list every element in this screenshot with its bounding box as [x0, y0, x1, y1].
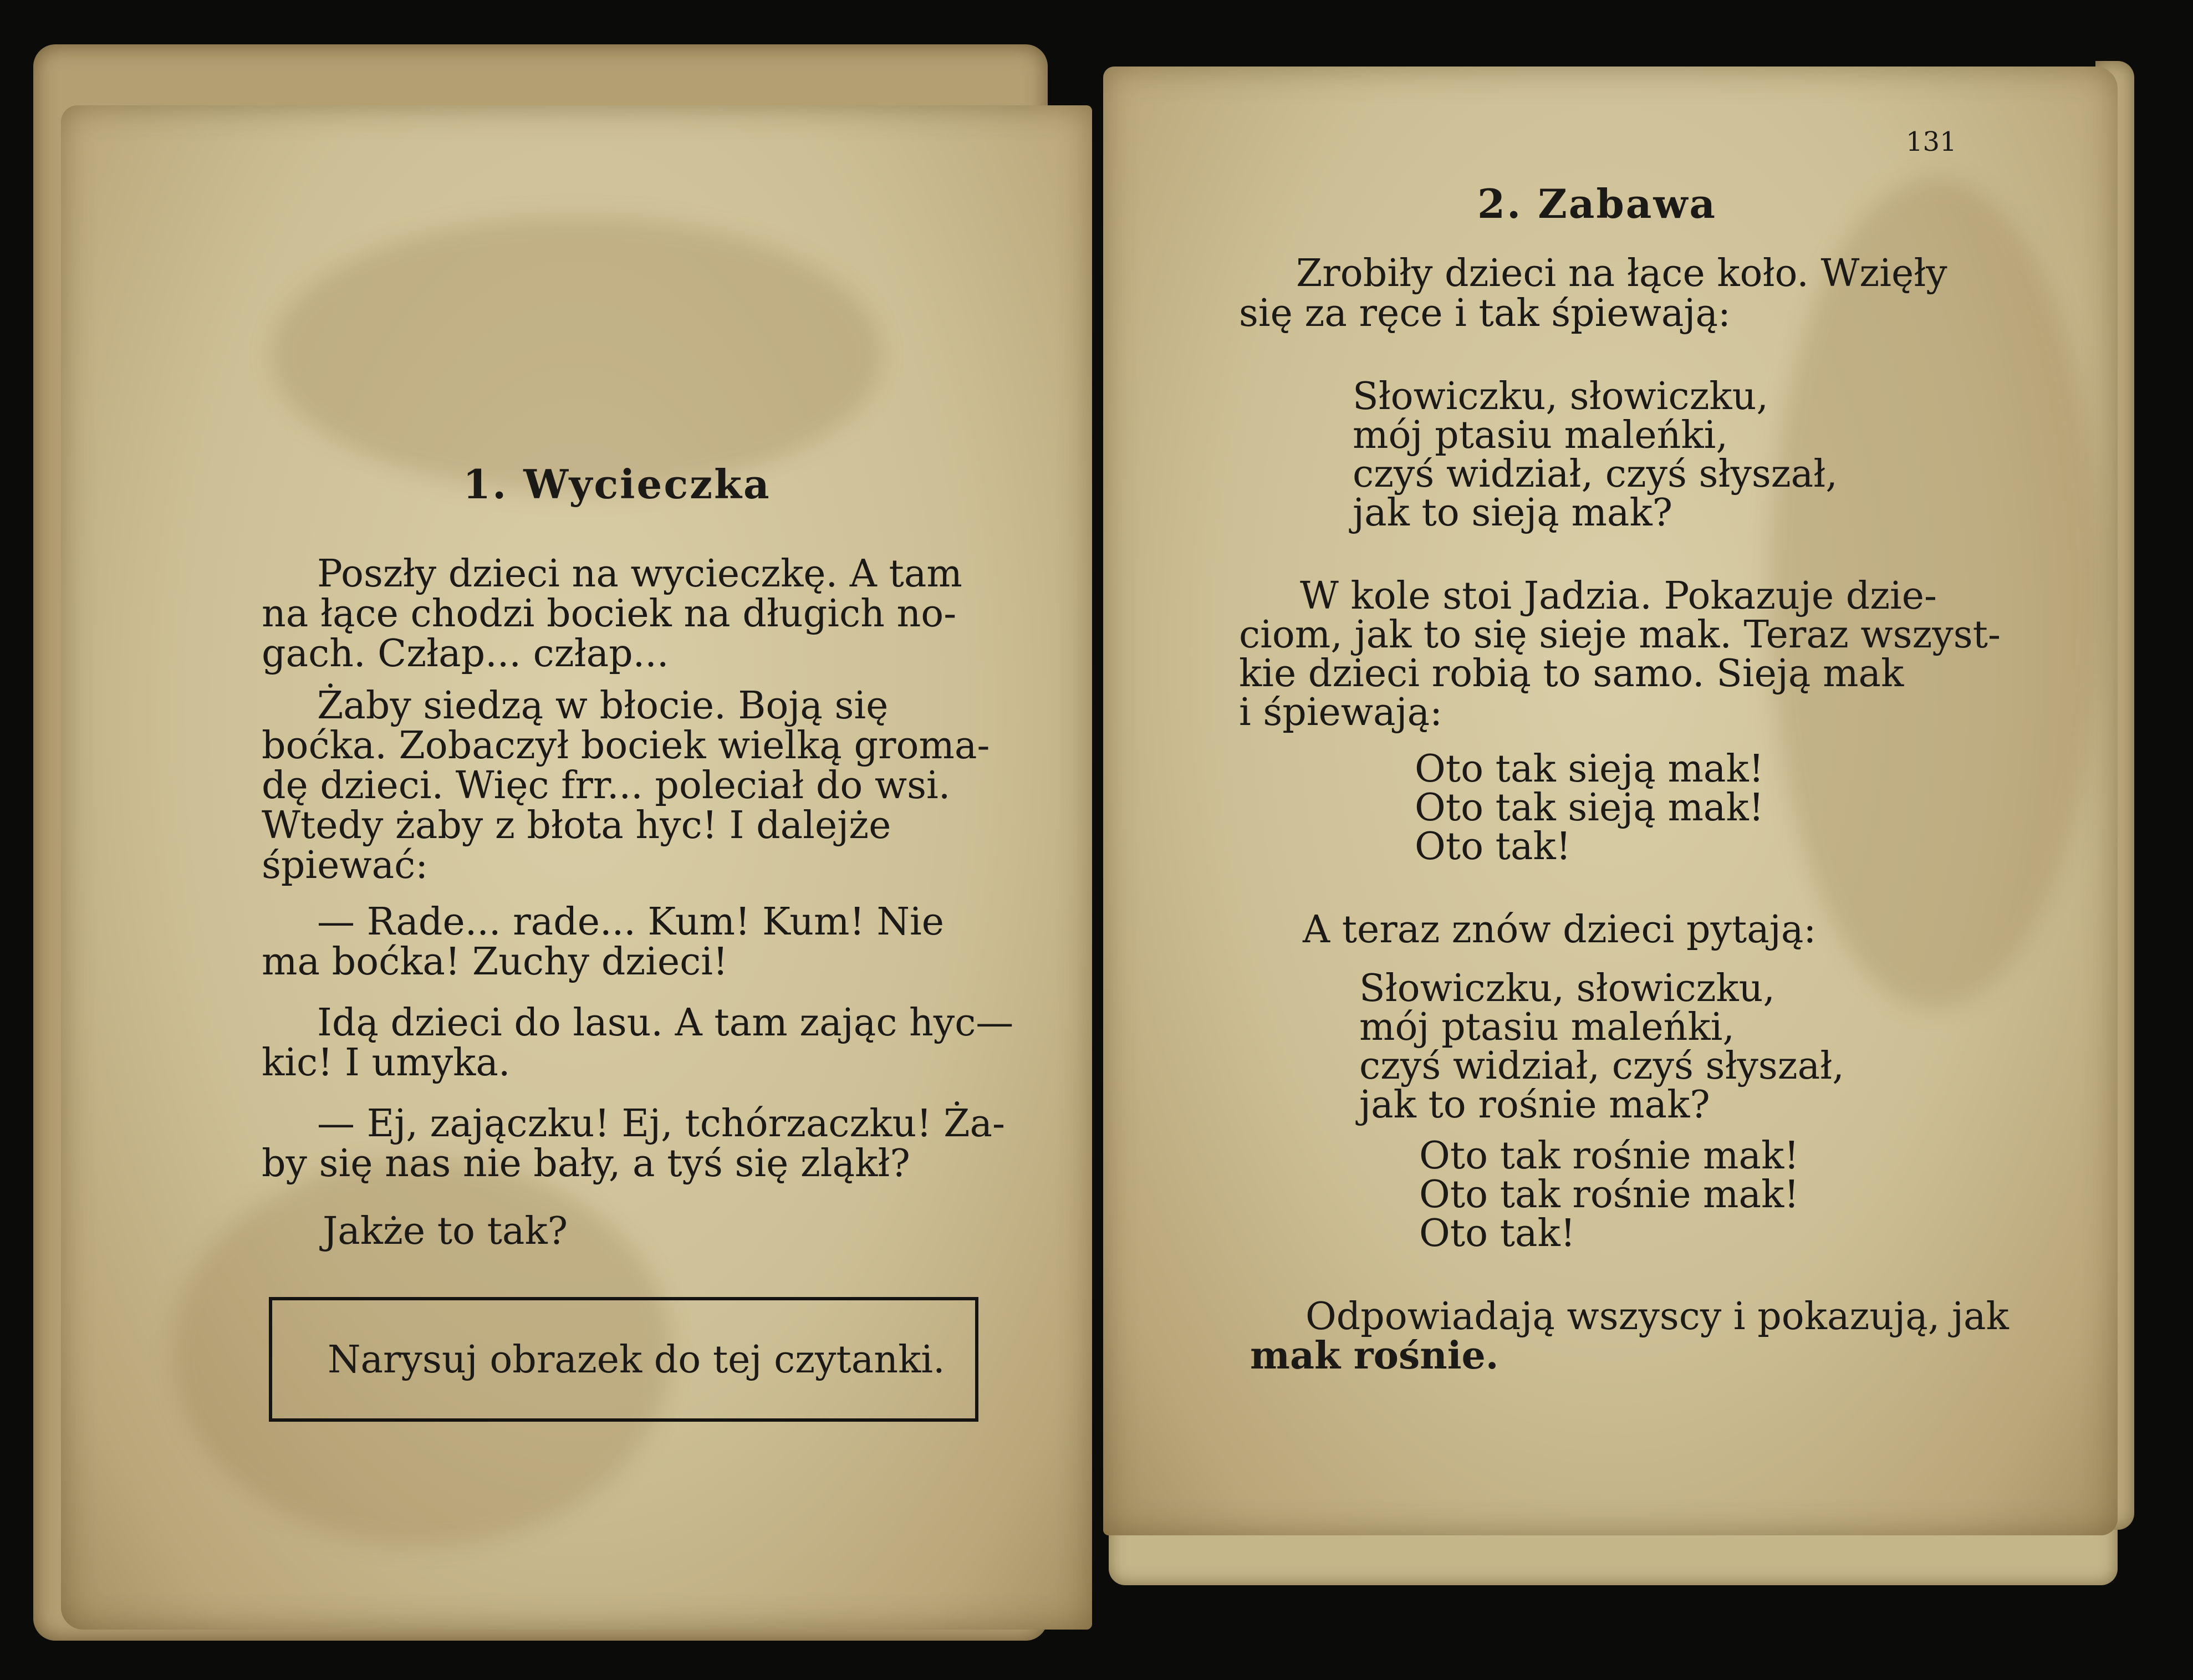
- left-paragraph-5-line-2: by się nas nie bały, a tyś się zląkł?: [262, 1142, 910, 1186]
- intro-line-1: Zrobiły dzieci na łące koło. Wzięły: [1296, 252, 1947, 295]
- page-number: 131: [1906, 126, 1957, 157]
- left-paragraph-6-line-1: Jakże to tak?: [323, 1209, 568, 1253]
- intro-line-2: się za ręce i tak śpiewają:: [1239, 292, 1731, 335]
- verse-1-line-3: czyś widział, czyś słyszał,: [1353, 452, 1838, 496]
- verse-2-line-1: Słowiczku, słowiczku,: [1359, 967, 1776, 1010]
- chapter-title-zabawa: 2. Zabawa: [1477, 180, 1717, 227]
- paragraph-2-line-4: i śpiewają:: [1239, 691, 1443, 734]
- refrain-2-line-2: Oto tak rośnie mak!: [1419, 1173, 1799, 1217]
- left-paragraph-1-line-3: gach. Człap... człap...: [262, 632, 669, 676]
- refrain-1-line-3: Oto tak!: [1415, 825, 1572, 869]
- left-paragraph-2-line-3: dę dzieci. Więc frr... poleciał do wsi.: [262, 764, 951, 808]
- left-paragraph-2-line-4: Wtedy żaby z błota hyc! I dalejże: [262, 804, 891, 847]
- left-paragraph-3-line-2: ma boćka! Zuchy dzieci!: [262, 940, 728, 984]
- left-paragraph-2-line-2: boćka. Zobaczył bociek wielką groma-: [262, 724, 990, 768]
- left-paragraph-3-line-1: — Rade... rade... Kum! Kum! Nie: [317, 900, 944, 944]
- left-paragraph-2-line-5: śpiewać:: [262, 844, 429, 887]
- left-paragraph-1-line-2: na łące chodzi bociek na długich no-: [262, 592, 957, 636]
- left-paragraph-4-line-2: kic! I umyka.: [262, 1041, 511, 1085]
- verse-2-line-2: mój ptasiu maleńki,: [1359, 1005, 1735, 1049]
- drawing-task-box: [269, 1297, 978, 1422]
- closing-line-2: mak rośnie.: [1250, 1334, 1499, 1378]
- drawing-task-text: Narysuj obrazek do tej czytanki.: [328, 1338, 945, 1382]
- refrain-2-line-3: Oto tak!: [1419, 1212, 1576, 1255]
- refrain-1-line-1: Oto tak sieją mak!: [1415, 747, 1764, 791]
- page-stain: [272, 216, 881, 493]
- closing-line-1: Odpowiadają wszyscy i pokazują, jak: [1305, 1295, 2009, 1339]
- paragraph-2-line-2: ciom, jak to się sieje mak. Teraz wszyst-: [1239, 613, 2001, 657]
- verse-1-line-4: jak to sieją mak?: [1353, 491, 1673, 535]
- left-paragraph-2-line-1: Żaby siedzą w błocie. Boją się: [317, 684, 889, 728]
- verse-1-line-1: Słowiczku, słowiczku,: [1353, 375, 1769, 418]
- paragraph-2-line-3: kie dzieci robią to samo. Sieją mak: [1239, 652, 1904, 696]
- paragraph-2-line-1: W kole stoi Jadzia. Pokazuje dzie-: [1300, 574, 1937, 618]
- verse-2-line-3: czyś widział, czyś słyszał,: [1359, 1044, 1844, 1088]
- left-paragraph-4-line-1: Idą dzieci do lasu. A tam zając hyc—: [317, 1001, 1014, 1045]
- left-paragraph-5-line-1: — Ej, zajączku! Ej, tchórzaczku! Ża-: [317, 1102, 1005, 1146]
- chapter-title-wycieczka: 1. Wycieczka: [463, 461, 771, 508]
- refrain-2-line-1: Oto tak rośnie mak!: [1419, 1134, 1799, 1178]
- refrain-1-line-2: Oto tak sieją mak!: [1415, 786, 1764, 830]
- verse-1-line-2: mój ptasiu maleńki,: [1353, 413, 1728, 457]
- verse-2-line-4: jak to rośnie mak?: [1359, 1083, 1710, 1127]
- left-paragraph-1-line-1: Poszły dzieci na wycieczkę. A tam: [317, 552, 962, 596]
- paragraph-3: A teraz znów dzieci pytają:: [1303, 908, 1817, 952]
